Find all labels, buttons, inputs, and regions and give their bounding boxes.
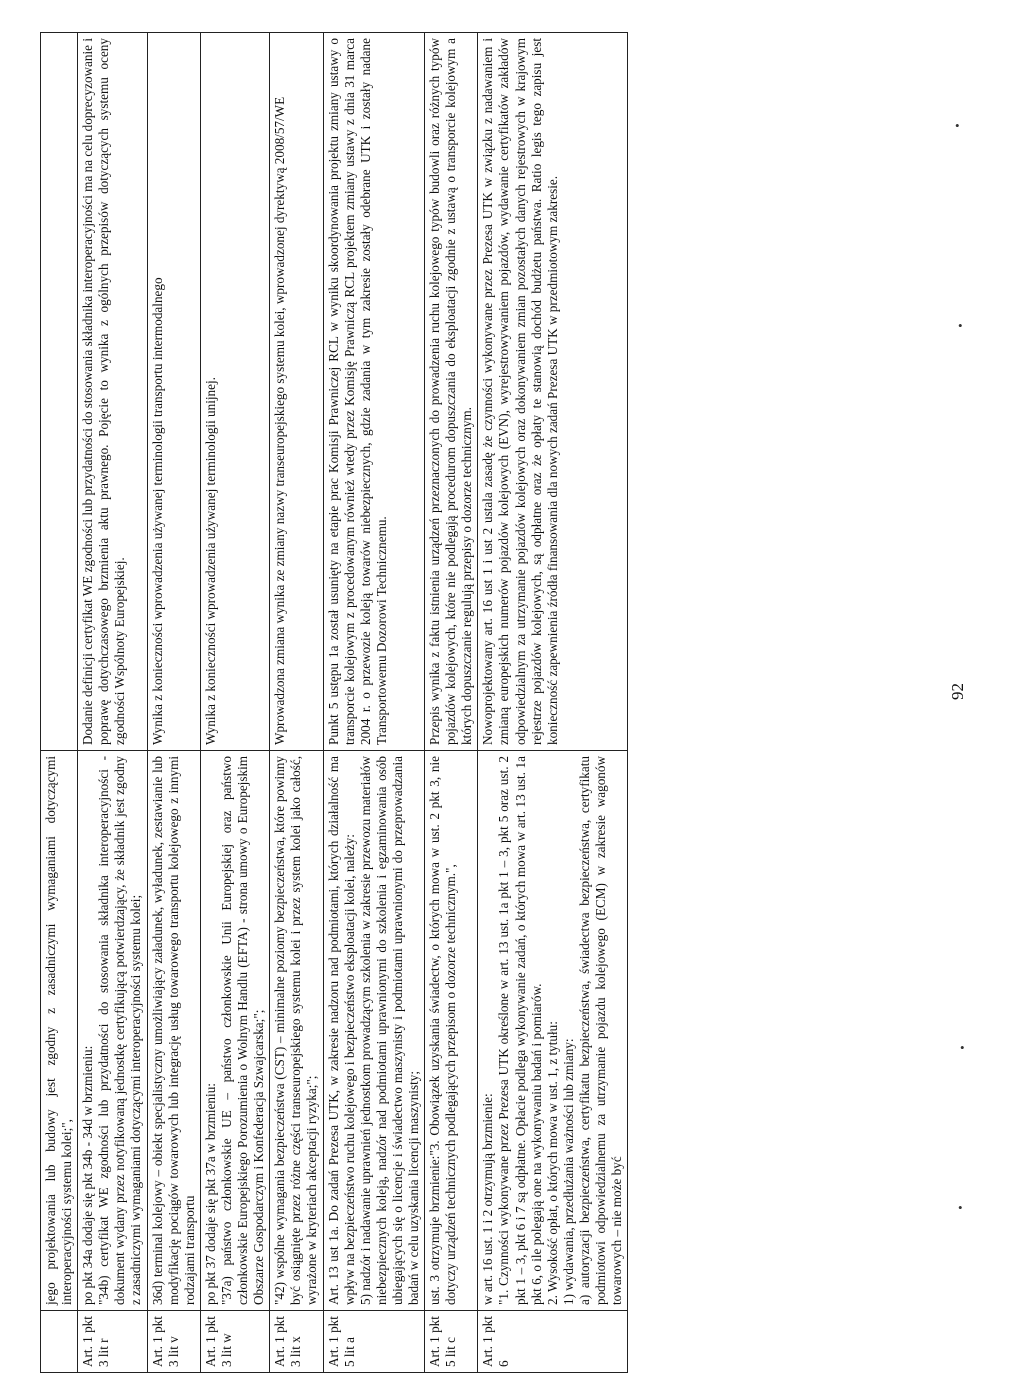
justification-text [478, 33, 628, 751]
justification-paragraph: Nowoprojektowany art. 16 ust 1 i ust 2 ustala zasadę że czynności wykonywane przez Prezesa UTK w związku z nadawaniem i zmianą europejskich numerów pojazdów kolejowych (EVN), wyrejestrowywaniem pojazdów, wydawanie certyfikatów zakładów odpowiedzialnym za utrzymanie pojazdów kolejowych oraz dokonywaniem zmian pozostałych danych rejestrowych w krajowym rejestrze pojazdów kolejowych, są odpłatne oraz że opłaty te stanowią dochód budżetu państwa. Ratio legis tego zapisu jest konieczność zapewnienia źródła finansowania dla nowych zadań Prezesa UTK w przedmiotowym zakresie. [480, 38, 560, 745]
page-number: 92 [948, 683, 967, 700]
article-ref: Art. 1 pkt 3 lit w [200, 1311, 269, 1373]
change-paragraph: w art. 16 ust. 1 i 2 otrzymują brzmienie: [480, 1093, 496, 1305]
table-row [270, 33, 323, 1373]
table-row [323, 33, 425, 1373]
change-paragraph: "37a) państwo członkowskie UE – państwo członkowskie Unii Europejskiej oraz państwo członkowskie Europejskiego Porozumienia o Wolnym Handlu (EFTA) - strona umowy o Europejskim Obszarze Gospodarczym i Konfederacja Szwajcarska;"; [218, 756, 267, 1305]
justification-paragraph: Przepis wynika z faktu istnienia urządzeń przeznaczonych do prowadzenia ruchu kolejowego typów budowli oraz różnych typów pojazdów kolejowych, które nie podlegają procedurom dopuszczania do eksploatacji zgodnie z ustawą o transporcie kolejowym a których dopuszczanie regulują przepisy o dozorze technicznym. [427, 38, 475, 745]
change-text [147, 751, 200, 1311]
table-row [425, 33, 478, 1373]
article-ref [41, 1311, 78, 1373]
scan-mark: • [960, 1040, 965, 1055]
change-paragraph: 1) wydawania, przedłużania ważności lub zmiany: [560, 1038, 576, 1305]
justification-text [270, 33, 323, 751]
change-paragraph: ust. 3 otrzymuje brzmienie:"3. Obowiązek uzyskania świadectw, o których mowa w ust. 2 pkt 3, nie dotyczy urządzeń technicznych podlegających przepisom o dozorze technicznym.", [427, 756, 459, 1305]
table-row [147, 33, 200, 1373]
justification-paragraph: Wynika z konieczności wprowadzenia używanej terminologii unijnej. [202, 377, 218, 745]
article-ref: Art. 1 pkt 3 lit v [147, 1311, 200, 1373]
change-paragraph: a) autoryzacji bezpieczeństwa, certyfikatu bezpieczeństwa, świadectwa bezpieczeństwa, certyfikatu podmiotowi odpowiedzialnemu za utrzymanie pojazdu kolejowego (ECM) w zakresie wagonów towarowych – nie może być [576, 756, 625, 1305]
table-row [78, 33, 147, 1373]
article-ref: Art. 1 pkt 3 lit r [78, 1311, 147, 1373]
justification-paragraph: Punkt 5 ustępu 1a został usunięty na etapie prac Komisji Prawniczej RCL w wyniku skoordynowania projektu zmiany ustawy o transporcie kolejowym z procedowanym również wtedy przez Komisję Prawniczą RCL projektem zmiany ustawy z dnia 31 marca 2004 r. o przewozie koleją towarów niebezpiecznych, gdzie zadania w tym zakresie zostały odebrane UTK i zostały nadane Transportowemu Dozorowi Technicznemu. [325, 38, 389, 745]
change-paragraph: 5) nadzór i nadawanie uprawnień jednostkom prowadzącym szkolenia w zakresie przewozu materiałów niebezpiecznych koleją, nadzór nad podmiotami uprawnionymi do szkolenia i egzaminowania osób ubiegających się o licencje i świadectwo maszynisty i podmiotami uprawnionymi do przeprowadzania badań w celu uzyskania licencji maszynisty; [357, 756, 421, 1305]
justification-paragraph: Wprowadzona zmiana wynika ze zmiany nazwy transeuropejskiego systemu kolei, wprowadzonej dyrektywą 2008/57/WE [272, 96, 288, 745]
justification-text [323, 33, 425, 751]
scan-mark: • [958, 1200, 963, 1215]
change-paragraph: "42) wspólne wymagania bezpieczeństwa (CST) – minimalne poziomy bezpieczeństwa, które powinny być osiągnięte przez różne części transeuropejskiego systemu kolei i przez system kolei jako całość, wyrażone w kryteriach akceptacji ryzyka;"; [272, 756, 320, 1305]
amendments-table [40, 32, 628, 1373]
change-text [323, 751, 425, 1311]
change-text [78, 751, 147, 1311]
article-ref: Art. 1 pkt 6 [478, 1311, 628, 1373]
table-row [41, 33, 78, 1373]
justification-text [147, 33, 200, 751]
change-paragraph: po pkt 37 dodaje się pkt 37a w brzmieniu: [202, 1083, 218, 1305]
change-paragraph: po pkt 34a dodaje się pkt 34b - 34d w brzmieniu: [80, 1045, 96, 1305]
justification-text [78, 33, 147, 751]
scan-mark: • [958, 318, 963, 333]
change-paragraph: "34b) certyfikat WE zgodności lub przydatności do stosowania składnika interoperacyjności - dokument wydany przez notyfikowaną jednostkę certyfikującą potwierdzający, że składnik jest zgodny z zasadniczymi wymaganiami dotyczącymi interoperacyjności systemu kolei; [96, 756, 144, 1305]
justification-paragraph: Dodanie definicji certyfikat WE zgodności lub przydatności do stosowania składnika interoperacyjności ma na celu doprecyzowanie i poprawę dotychczasowego brzmienia aktu prawnego. Pojęcie to wynika z ogólnych przepisów dotyczących systemu oceny zgodności Wspólnoty Europejskiej. [80, 38, 128, 745]
table-row [478, 33, 628, 1373]
table-row [200, 33, 269, 1373]
article-ref: Art. 1 pkt 5 lit a [323, 1311, 425, 1373]
change-text [478, 751, 628, 1311]
change-paragraph: jego projektowania lub budowy jest zgodny z zasadniczymi wymaganiami dotyczącymi interoperacyjności systemu kolei;", [43, 756, 75, 1305]
article-ref: Art. 1 pkt 3 lit x [270, 1311, 323, 1373]
change-text [41, 751, 78, 1311]
justification-text [41, 33, 78, 751]
change-paragraph: 36d) terminal kolejowy – obiekt specjalistyczny umożliwiający załadunek, wyładunek, zestawianie lub modyfikację pociągów towarowych lub integrację usług towarowego transportu kolejowego z innymi rodzajami transportu [149, 756, 197, 1305]
article-ref: Art. 1 pkt 5 lit c [425, 1311, 478, 1373]
change-paragraph: "1. Czynności wykonywane przez Prezesa UTK określone w art. 13 ust. 1a pkt 1 – 3, pkt 5 oraz ust. 2 pkt 1 – 3, pkt 6 i 7 są odpłatne. Opłacie podlega wykonywanie zadań, o których mowa w art. 13 ust. 1a pkt 6, o ile polegają one na wykonywaniu badań i pomiarów. [496, 756, 544, 1305]
change-paragraph: Art. 13 ust 1a. Do zadań Prezesa UTK, w zakresie nadzoru nad podmiotami, których działalność ma wpływ na bezpieczeństwo ruchu kolejowego i bezpieczeństwo eksploatacji kolei, należy: [325, 756, 357, 1305]
change-text [270, 751, 323, 1311]
change-text [425, 751, 478, 1311]
scan-mark: • [955, 118, 960, 133]
justification-text [425, 33, 478, 751]
change-text [200, 751, 269, 1311]
change-paragraph: 2. Wysokość opłat, o których mowa w ust. 1, z tytułu: [544, 1021, 560, 1305]
justification-text [200, 33, 269, 751]
justification-paragraph: Wynika z konieczności wprowadzenia używanej terminologii transportu intermodalnego [149, 277, 165, 745]
